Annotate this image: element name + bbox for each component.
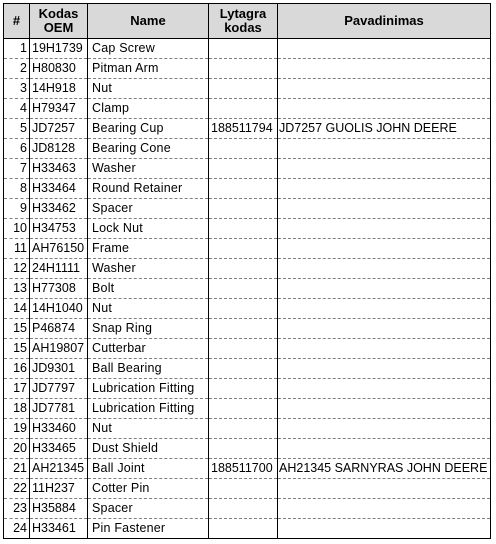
- header-name[interactable]: Name: [88, 4, 209, 39]
- row-number-cell[interactable]: 16: [4, 359, 30, 379]
- oem-code-cell[interactable]: AH21345: [30, 459, 88, 479]
- table-row: [4, 479, 491, 499]
- pavadinimas-cell[interactable]: [278, 419, 491, 439]
- part-name-cell[interactable]: Round Retainer: [88, 179, 209, 199]
- part-name-cell[interactable]: Nut: [88, 79, 209, 99]
- lytagra-code-cell[interactable]: [209, 39, 278, 59]
- oem-code-cell[interactable]: JD7781: [30, 399, 88, 419]
- table-row: [4, 119, 491, 139]
- table-row: [4, 99, 491, 119]
- part-name-cell[interactable]: Washer: [88, 259, 209, 279]
- lytagra-code-cell[interactable]: 188511794: [209, 119, 278, 139]
- table-row: [4, 179, 491, 199]
- lytagra-code-cell[interactable]: [209, 479, 278, 499]
- row-number-cell[interactable]: 5: [4, 119, 30, 139]
- part-name-cell[interactable]: Cutterbar: [88, 339, 209, 359]
- lytagra-code-cell[interactable]: 188511700: [209, 459, 278, 479]
- lytagra-code-cell[interactable]: [209, 59, 278, 79]
- row-number-cell[interactable]: 9: [4, 199, 30, 219]
- table-row: [4, 199, 491, 219]
- oem-code-cell[interactable]: 14H918: [30, 79, 88, 99]
- row-number-cell[interactable]: 11: [4, 239, 30, 259]
- lytagra-code-cell[interactable]: [209, 319, 278, 339]
- lytagra-code-cell[interactable]: [209, 419, 278, 439]
- row-number-cell[interactable]: 15: [4, 319, 30, 339]
- oem-code-cell[interactable]: H33462: [30, 199, 88, 219]
- pavadinimas-cell[interactable]: [278, 79, 491, 99]
- pavadinimas-cell[interactable]: [278, 179, 491, 199]
- part-name-cell[interactable]: Cotter Pin: [88, 479, 209, 499]
- pavadinimas-cell[interactable]: [278, 479, 491, 499]
- pavadinimas-cell[interactable]: AH21345 SARNYRAS JOHN DEERE: [278, 459, 491, 479]
- table-row: [4, 239, 491, 259]
- oem-code-cell[interactable]: H33463: [30, 159, 88, 179]
- part-name-cell[interactable]: Frame: [88, 239, 209, 259]
- lytagra-code-cell[interactable]: [209, 179, 278, 199]
- row-number-cell[interactable]: 10: [4, 219, 30, 239]
- oem-code-cell[interactable]: 19H1739: [30, 39, 88, 59]
- row-number-cell[interactable]: 1: [4, 39, 30, 59]
- parts-sheet: [3, 3, 491, 539]
- part-name-cell[interactable]: Washer: [88, 159, 209, 179]
- pavadinimas-cell[interactable]: [278, 439, 491, 459]
- pavadinimas-cell[interactable]: [278, 519, 491, 539]
- oem-code-cell[interactable]: JD9301: [30, 359, 88, 379]
- row-number-cell[interactable]: 13: [4, 279, 30, 299]
- oem-code-cell[interactable]: H77308: [30, 279, 88, 299]
- row-number-cell[interactable]: 22: [4, 479, 30, 499]
- table-row: [4, 439, 491, 459]
- lytagra-code-cell[interactable]: [209, 299, 278, 319]
- lytagra-code-cell[interactable]: [209, 519, 278, 539]
- pavadinimas-cell[interactable]: JD7257 GUOLIS JOHN DEERE: [278, 119, 491, 139]
- row-number-cell[interactable]: 14: [4, 299, 30, 319]
- lytagra-code-cell[interactable]: [209, 499, 278, 519]
- part-name-cell[interactable]: Spacer: [88, 199, 209, 219]
- table-row: [4, 459, 491, 479]
- oem-code-cell[interactable]: AH19807: [30, 339, 88, 359]
- row-number-cell[interactable]: 18: [4, 399, 30, 419]
- part-name-cell[interactable]: Lubrication Fitting: [88, 399, 209, 419]
- lytagra-code-cell[interactable]: [209, 379, 278, 399]
- pavadinimas-cell[interactable]: [278, 279, 491, 299]
- lytagra-code-cell[interactable]: [209, 239, 278, 259]
- table-row: [4, 219, 491, 239]
- table-body: [4, 39, 491, 539]
- row-number-cell[interactable]: 20: [4, 439, 30, 459]
- table-row: [4, 339, 491, 359]
- row-number-cell[interactable]: 8: [4, 179, 30, 199]
- table-row: [4, 259, 491, 279]
- oem-code-cell[interactable]: H33464: [30, 179, 88, 199]
- row-number-cell[interactable]: 19: [4, 419, 30, 439]
- table-row: [4, 399, 491, 419]
- part-name-cell[interactable]: Spacer: [88, 499, 209, 519]
- row-number-cell[interactable]: 24: [4, 519, 30, 539]
- oem-code-cell[interactable]: AH76150: [30, 239, 88, 259]
- row-number-cell[interactable]: 23: [4, 499, 30, 519]
- oem-code-cell[interactable]: H35884: [30, 499, 88, 519]
- table-row: [4, 379, 491, 399]
- pavadinimas-cell[interactable]: [278, 359, 491, 379]
- oem-code-cell[interactable]: H33465: [30, 439, 88, 459]
- row-number-cell[interactable]: 12: [4, 259, 30, 279]
- oem-code-cell[interactable]: 14H1040: [30, 299, 88, 319]
- oem-code-cell[interactable]: H33461: [30, 519, 88, 539]
- pavadinimas-cell[interactable]: [278, 99, 491, 119]
- lytagra-code-cell[interactable]: [209, 139, 278, 159]
- table-row: [4, 519, 491, 539]
- part-name-cell[interactable]: Bearing Cone: [88, 139, 209, 159]
- pavadinimas-cell[interactable]: [278, 339, 491, 359]
- table-row: [4, 359, 491, 379]
- header-pavadinimas[interactable]: Pavadinimas: [278, 4, 491, 39]
- row-number-cell[interactable]: 6: [4, 139, 30, 159]
- oem-code-cell[interactable]: P46874: [30, 319, 88, 339]
- oem-code-cell[interactable]: 24H1111: [30, 259, 88, 279]
- part-name-cell[interactable]: Clamp: [88, 99, 209, 119]
- pavadinimas-cell[interactable]: [278, 199, 491, 219]
- oem-code-cell[interactable]: H34753: [30, 219, 88, 239]
- part-name-cell[interactable]: Pin Fastener: [88, 519, 209, 539]
- header-oem-code[interactable]: Kodas OEM: [30, 4, 88, 39]
- table-row: [4, 419, 491, 439]
- row-number-cell[interactable]: 2: [4, 59, 30, 79]
- pavadinimas-cell[interactable]: [278, 259, 491, 279]
- lytagra-code-cell[interactable]: [209, 199, 278, 219]
- table-row: [4, 299, 491, 319]
- part-name-cell[interactable]: Pitman Arm: [88, 59, 209, 79]
- table-row: [4, 139, 491, 159]
- part-name-cell[interactable]: Lock Nut: [88, 219, 209, 239]
- lytagra-code-cell[interactable]: [209, 159, 278, 179]
- row-number-cell[interactable]: 17: [4, 379, 30, 399]
- part-name-cell[interactable]: Nut: [88, 299, 209, 319]
- header-row: [4, 4, 491, 39]
- row-number-cell[interactable]: 15: [4, 339, 30, 359]
- lytagra-code-cell[interactable]: [209, 399, 278, 419]
- lytagra-code-cell[interactable]: [209, 439, 278, 459]
- pavadinimas-cell[interactable]: [278, 59, 491, 79]
- table-row: [4, 499, 491, 519]
- lytagra-code-cell[interactable]: [209, 339, 278, 359]
- pavadinimas-cell[interactable]: [278, 39, 491, 59]
- pavadinimas-cell[interactable]: [278, 299, 491, 319]
- part-name-cell[interactable]: Ball Joint: [88, 459, 209, 479]
- table-row: [4, 279, 491, 299]
- oem-code-cell[interactable]: H80830: [30, 59, 88, 79]
- part-name-cell[interactable]: Lubrication Fitting: [88, 379, 209, 399]
- pavadinimas-cell[interactable]: [278, 499, 491, 519]
- lytagra-code-cell[interactable]: [209, 219, 278, 239]
- header-lytagra-code[interactable]: Lytagra kodas: [209, 4, 278, 39]
- part-name-cell[interactable]: Nut: [88, 419, 209, 439]
- pavadinimas-cell[interactable]: [278, 219, 491, 239]
- table-row: [4, 59, 491, 79]
- pavadinimas-cell[interactable]: [278, 139, 491, 159]
- part-name-cell[interactable]: Bearing Cup: [88, 119, 209, 139]
- pavadinimas-cell[interactable]: [278, 399, 491, 419]
- parts-table: [3, 3, 491, 539]
- row-number-cell[interactable]: 4: [4, 99, 30, 119]
- lytagra-code-cell[interactable]: [209, 359, 278, 379]
- row-number-cell[interactable]: 21: [4, 459, 30, 479]
- pavadinimas-cell[interactable]: [278, 239, 491, 259]
- lytagra-code-cell[interactable]: [209, 79, 278, 99]
- lytagra-code-cell[interactable]: [209, 259, 278, 279]
- table-row: [4, 79, 491, 99]
- part-name-cell[interactable]: Bolt: [88, 279, 209, 299]
- table-row: [4, 159, 491, 179]
- oem-code-cell[interactable]: 11H237: [30, 479, 88, 499]
- part-name-cell[interactable]: Snap Ring: [88, 319, 209, 339]
- header-number[interactable]: #: [4, 4, 30, 39]
- part-name-cell[interactable]: Cap Screw: [88, 39, 209, 59]
- pavadinimas-cell[interactable]: [278, 319, 491, 339]
- oem-code-cell[interactable]: JD7257: [30, 119, 88, 139]
- lytagra-code-cell[interactable]: [209, 279, 278, 299]
- table-row: [4, 319, 491, 339]
- oem-code-cell[interactable]: JD8128: [30, 139, 88, 159]
- row-number-cell[interactable]: 7: [4, 159, 30, 179]
- oem-code-cell[interactable]: H33460: [30, 419, 88, 439]
- oem-code-cell[interactable]: JD7797: [30, 379, 88, 399]
- part-name-cell[interactable]: Ball Bearing: [88, 359, 209, 379]
- pavadinimas-cell[interactable]: [278, 379, 491, 399]
- row-number-cell[interactable]: 3: [4, 79, 30, 99]
- lytagra-code-cell[interactable]: [209, 99, 278, 119]
- part-name-cell[interactable]: Dust Shield: [88, 439, 209, 459]
- oem-code-cell[interactable]: H79347: [30, 99, 88, 119]
- table-row: [4, 39, 491, 59]
- pavadinimas-cell[interactable]: [278, 159, 491, 179]
